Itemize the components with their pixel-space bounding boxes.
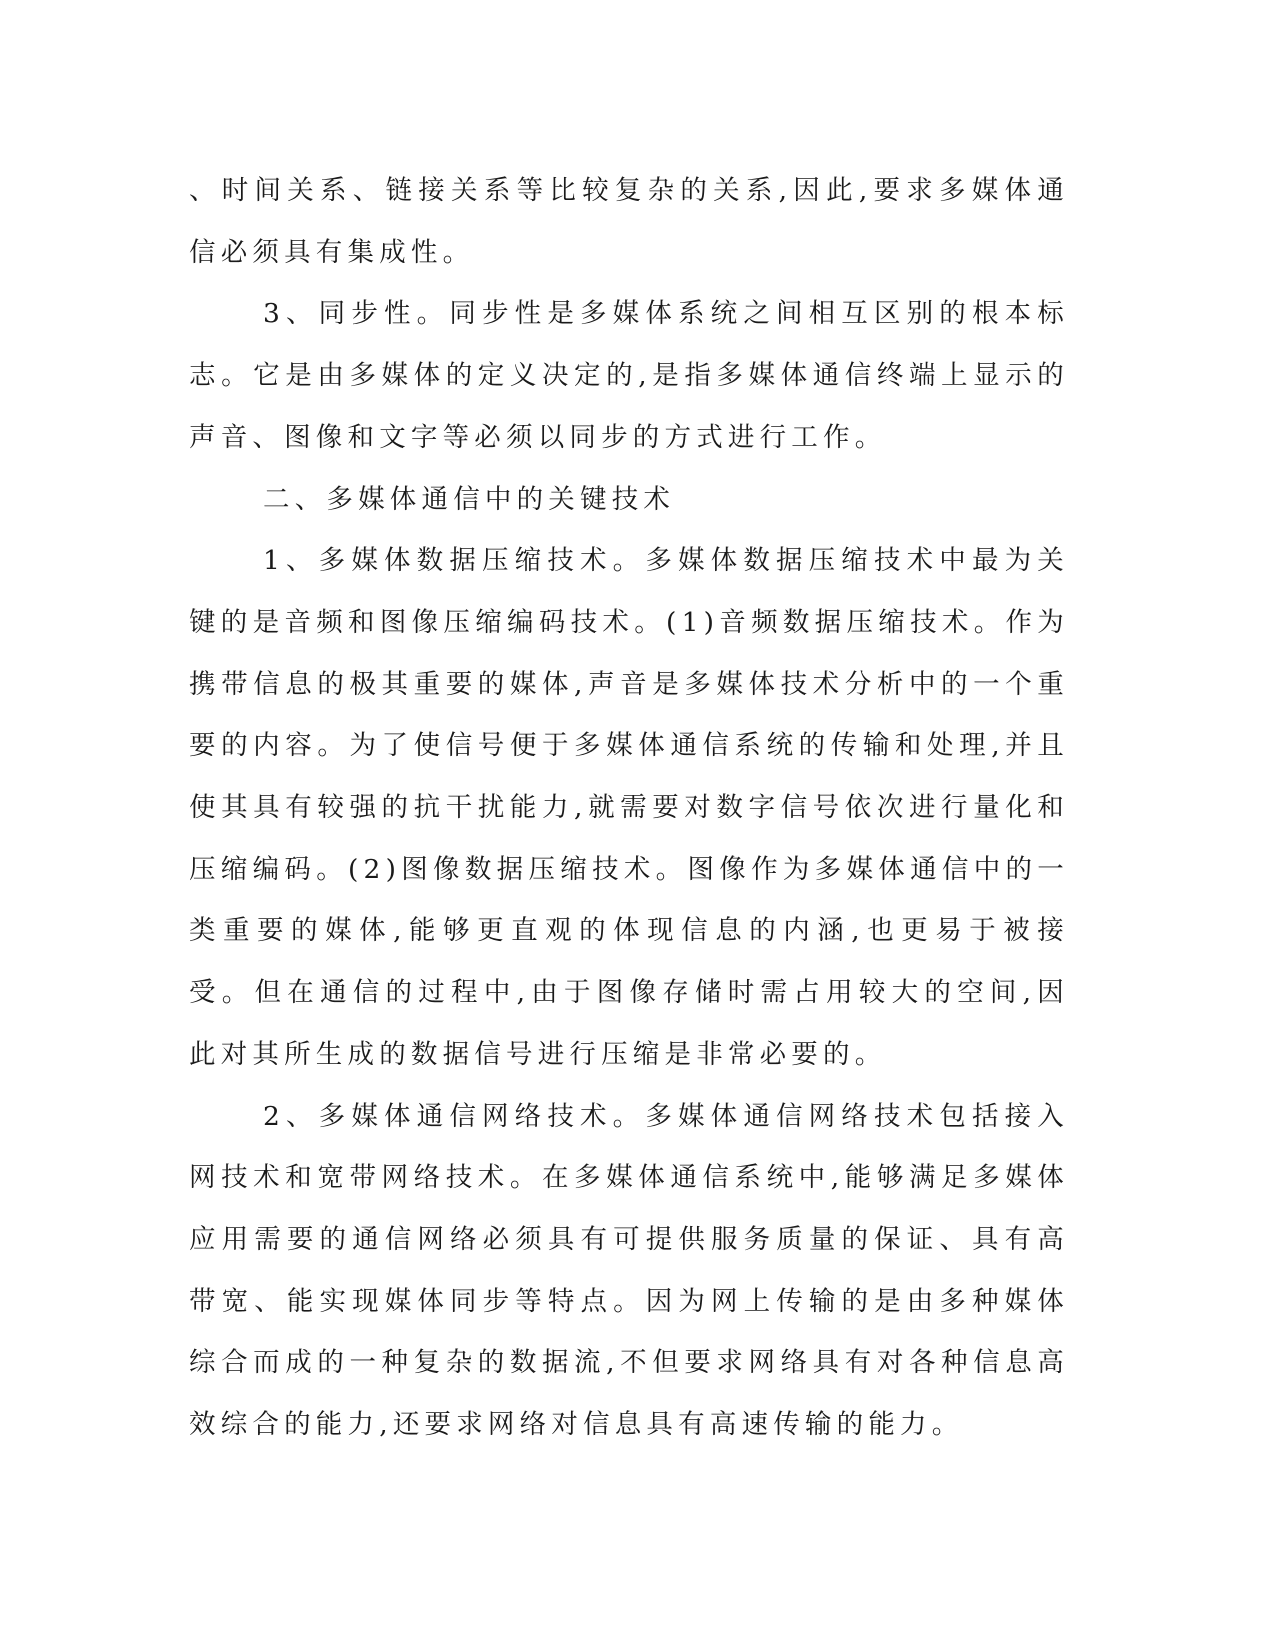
document-body (189, 160, 1069, 1456)
paragraph-compression: 1、多媒体数据压缩技术。多媒体数据压缩技术中最为关键的是音频和图像压缩编码技术。(1)音频数据压缩技术。作为携带信息的极其重要的媒体,声音是多媒体技术分析中的一个重要的内容。为了使信号便于多媒体通信系统的传输和处理,并且使其具有较强的抗干扰能力,就需要对数字信号依次进行量化和压缩编码。(2)图像数据压缩技术。图像作为多媒体通信中的一类重要的媒体,能够更直观的体现信息的内涵,也更易于被接受。但在通信的过程中,由于图像存储时需占用较大的空间,因此对其所生成的数据信号进行压缩是非常必要的。 (189, 545, 1069, 1070)
paragraph-network: 2、多媒体通信网络技术。多媒体通信网络技术包括接入网技术和宽带网络技术。在多媒体通信系统中,能够满足多媒体应用需要的通信网络必须具有可提供服务质量的保证、具有高带宽、能实现媒体同步等特点。因为网上传输的是由多种媒体综合而成的一种复杂的数据流,不但要求网络具有对各种信息高效综合的能力,还要求网络对信息具有高速传输的能力。 (189, 1100, 1069, 1441)
paragraph-synchronicity: 3、同步性。同步性是多媒体系统之间相互区别的根本标志。它是由多媒体的定义决定的,是指多媒体通信终端上显示的声音、图像和文字等必须以同步的方式进行工作。 (189, 298, 1069, 453)
paragraph-integration-tail: 、时间关系、链接关系等比较复杂的关系,因此,要求多媒体通信必须具有集成性。 (189, 175, 1069, 268)
section-heading: 二、多媒体通信中的关键技术 (263, 483, 676, 515)
